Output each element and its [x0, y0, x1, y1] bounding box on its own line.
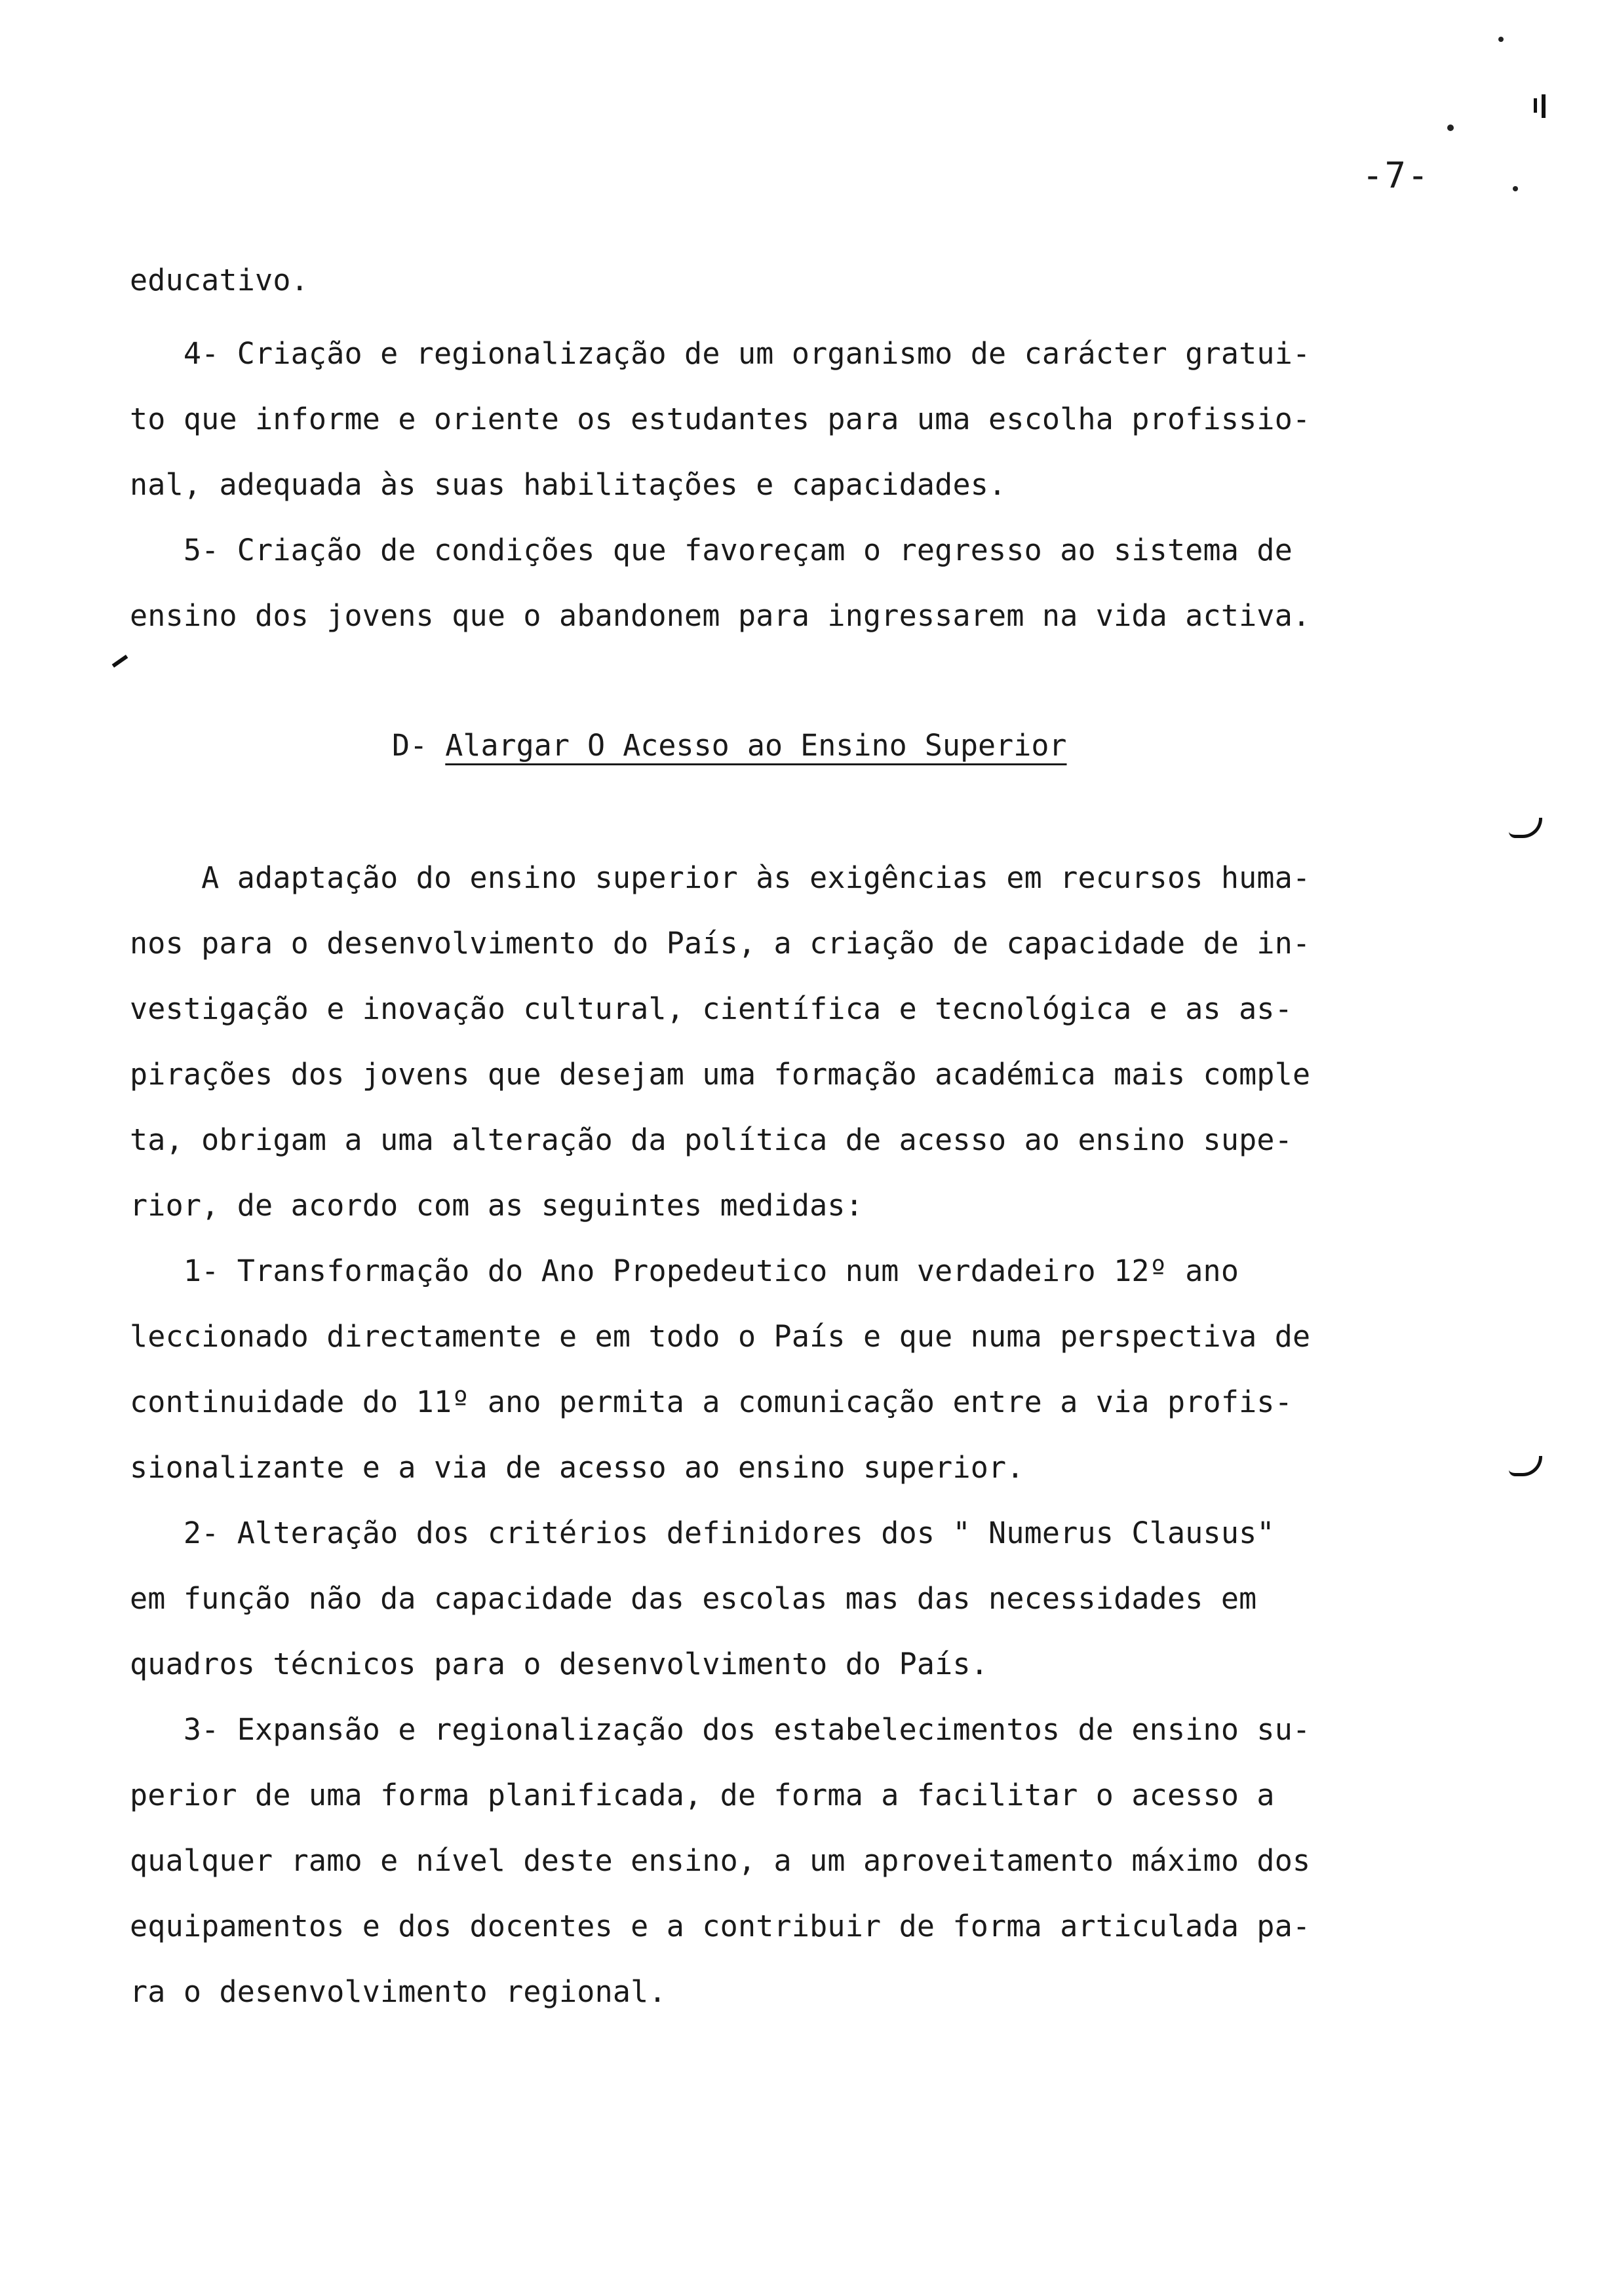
text-line: continuidade do 11º ano permita a comunicação entre a via profis-: [130, 1385, 1293, 1419]
text-line: 1- Transformação do Ano Propedeutico num verdadeiro 12º ano: [130, 1253, 1239, 1288]
text-line: vestigação e inovação cultural, científica e tecnológica e as as-: [130, 991, 1293, 1026]
text-line: sionalizante e a via de acesso ao ensino superior.: [130, 1450, 1024, 1485]
scan-speck: [1447, 124, 1454, 131]
section-heading: [392, 726, 1067, 765]
text-line: 4- Criação e regionalização de um organismo de carácter gratui-: [130, 336, 1311, 371]
text-line: 3- Expansão e regionalização dos estabelecimentos de ensino su-: [130, 1712, 1311, 1747]
text-line: nal, adequada às suas habilitações e capacidades.: [130, 467, 1007, 502]
text-line: ta, obrigam a uma alteração da política de acesso ao ensino supe-: [130, 1122, 1293, 1157]
text-line: ra o desenvolvimento regional.: [130, 1974, 667, 2009]
text-line: to que informe e oriente os estudantes para uma escolha profissio-: [130, 402, 1311, 436]
scan-mark: [1542, 94, 1546, 118]
scan-mark: [1534, 98, 1537, 113]
text-line: 5- Criação de condições que favoreçam o regresso ao sistema de: [130, 533, 1293, 567]
text-line: quadros técnicos para o desenvolvimento do País.: [130, 1647, 989, 1681]
text-line: educativo.: [130, 263, 309, 297]
section-heading-title: Alargar O Acesso ao Ensino Superior: [445, 728, 1067, 763]
text-line: leccionado directamente e em todo o País e que numa perspectiva de: [130, 1319, 1311, 1354]
text-line: em função não da capacidade das escolas mas das necessidades em: [130, 1581, 1257, 1616]
text-line: ensino dos jovens que o abandonem para ingressarem na vida activa.: [130, 598, 1311, 633]
section-heading-prefix: D-: [392, 728, 446, 763]
text-line: qualquer ramo e nível deste ensino, a um aproveitamento máximo dos: [130, 1843, 1311, 1878]
check-mark: [1509, 1456, 1542, 1476]
text-line: pirações dos jovens que desejam uma formação académica mais comple: [130, 1057, 1311, 1092]
text-line: nos para o desenvolvimento do País, a criação de capacidade de in-: [130, 926, 1311, 961]
scan-speck: [1513, 186, 1518, 191]
text-line: rior, de acordo com as seguintes medidas:: [130, 1188, 863, 1223]
text-line: 2- Alteração dos critérios definidores dos " Numerus Clausus": [130, 1516, 1275, 1550]
page-number: -7-: [1362, 155, 1430, 196]
tick-mark: [112, 655, 128, 668]
text-line: perior de uma forma planificada, de forma a facilitar o acesso a: [130, 1778, 1275, 1812]
check-mark: [1509, 818, 1542, 838]
text-line: A adaptação do ensino superior às exigências em recursos huma-: [130, 860, 1311, 895]
scan-speck: [1498, 37, 1504, 42]
text-line: equipamentos e dos docentes e a contribuir de forma articulada pa-: [130, 1909, 1311, 1943]
